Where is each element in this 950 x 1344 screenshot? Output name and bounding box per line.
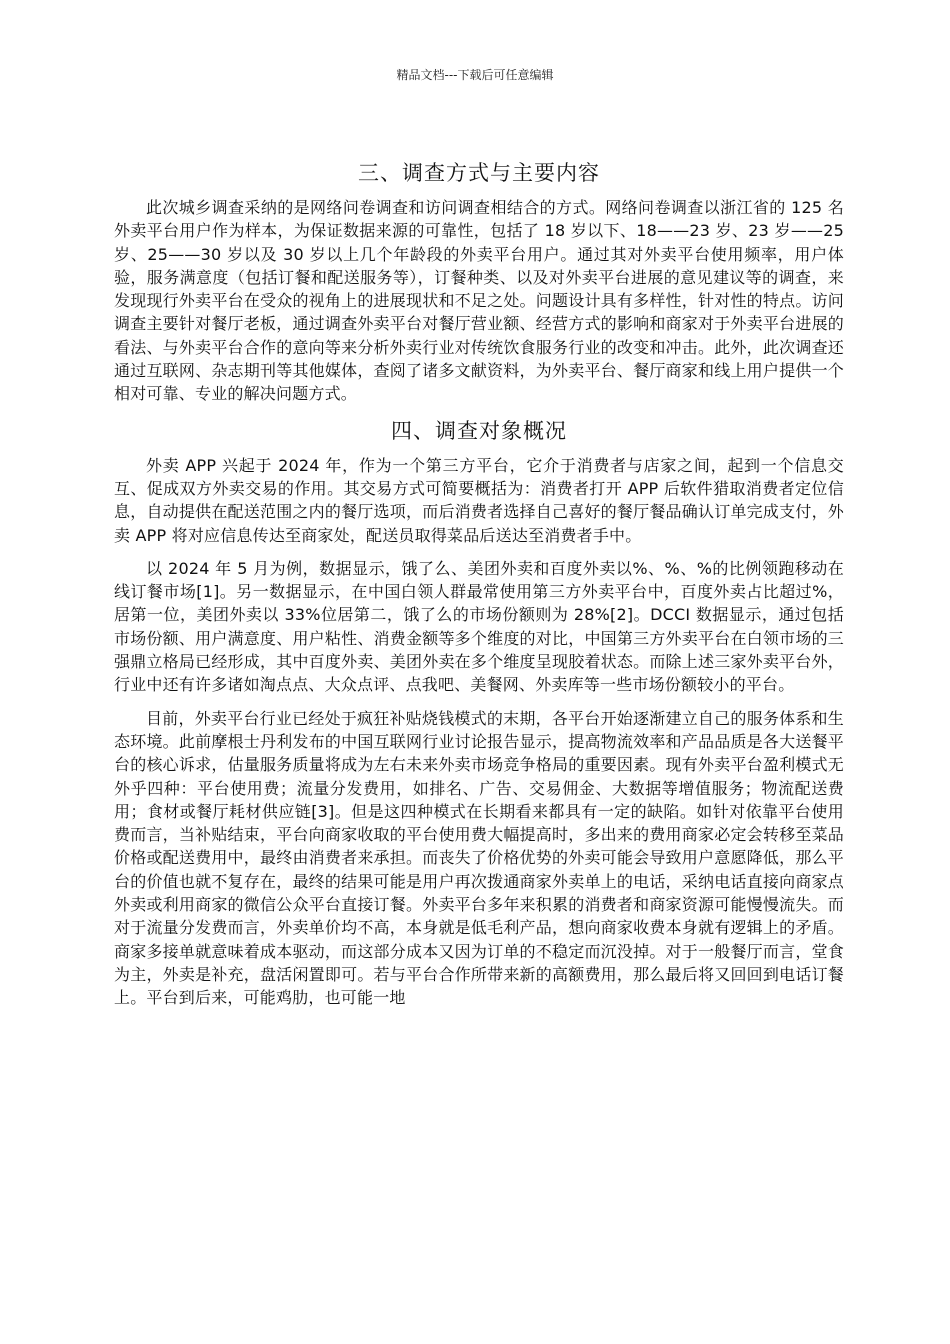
section-title-survey-method: 三、调查方式与主要内容 <box>358 161 600 185</box>
paragraph-market-share: 以 2024 年 5 月为例，数据显示，饿了么、美团外卖和百度外卖以%、%、%的比例领跑移动在线订餐市场[1]。另一数据显示，在中国白领人群最常使用第三方外卖平台中，百度外卖占比超过%，居第一位，美团外卖以 33%位居第二，饿了么的市场份额则为 28%[2]。DCCI 数据显示，通过包括市场份额、用户满意度、用户粘性、消费金额等多个维度的对比，中国第三方外卖平台在白领市场的三强鼎立格局已经形成，其中百度外卖、美团外卖在多个维度呈现胶着状态。而除上述三家外卖平台外，行业中还有许多诸如淘点点、大众点评、点我吧、美餐网、外卖库等一些市场份额较小的平台。 <box>114 558 844 695</box>
section-title-survey-subject: 四、调查对象概况 <box>391 418 567 443</box>
paragraph-survey-method: 此次城乡调查采纳的是网络问卷调查和访问调查相结合的方式。网络问卷调查以浙江省的 125 名外卖平台用户作为样本，为保证数据来源的可靠性，包括了 18 岁以下、18——23 岁、23 岁——25 岁、25——30 岁以及 30 岁以上几个年龄段的外卖平台用户。通过其对外卖平台使用频率，用户体验，服务满意度（包括订餐和配送服务等），订餐种类、以及对外卖平台进展的意见建议等的调查，来发现现行外卖平台在受众的视角上的进展现状和不足之处。问题设计具有多样性，针对性的特点。访问调查主要针对餐厅老板，通过调查外卖平台对餐厅营业额、经营方式的影响和商家对于外卖平台进展的看法、与外卖平台合作的意向等来分析外卖行业对传统饮食服务行业的改变和冲击。此外，此次调查还通过互联网、杂志期刊等其他媒体，查阅了诸多文献资料，为外卖平台、餐厅商家和线上用户提供一个相对可靠、专业的解决问题方式。 <box>114 198 844 404</box>
page-header: 精品文档---下载后可任意编辑 <box>396 68 554 82</box>
paragraph-profit-model: 目前，外卖平台行业已经处于疯狂补贴烧钱模式的末期，各平台开始逐渐建立自己的服务体系和生态环境。此前摩根士丹利发布的中国互联网行业讨论报告显示，提高物流效率和产品品质是各大送餐平台的核心诉求，估量服务质量将成为左右未来外卖市场竞争格局的重要因素。现有外卖平台盈利模式无外乎四种：平台使用费；流量分发费用，如排名、广告、交易佣金、大数据等增值服务；物流配送费用；食材或餐厅耗材供应链[3]。但是这四种模式在长期看来都具有一定的缺陷。如针对依靠平台使用费而言，当补贴结束，平台向商家收取的平台使用费大幅提高时，多出来的费用商家必定会转移至菜品价格或配送费用中，最终由消费者来承担。而丧失了价格优势的外卖可能会导致用户意愿降低，那么平台的价值也就不复存在，最终的结果可能是用户再次拨通商家外卖单上的电话，采纳电话直接向商家点外卖或利用商家的微信公众平台直接订餐。外卖平台多年来积累的消费者和商家资源可能慢慢流失。而对于流量分发费而言，外卖单价均不高，本身就是低毛利产品，想向商家收费本身就有逻辑上的矛盾。商家多接单就意味着成本驱动，而这部分成本又因为订单的不稳定而沉没掉。对于一般餐厅而言，堂食为主，外卖是补充，盘活闲置即可。若与平台合作所带来新的高额费用，那么最后将又回回到电话订餐上。平台到后来，可能鸡肋，也可能一地 <box>114 708 844 1008</box>
document-body <box>114 158 844 1020</box>
paragraph-takeout-app-intro: 外卖 APP 兴起于 2024 年，作为一个第三方平台，它介于消费者与店家之间，起到一个信息交互、促成双方外卖交易的作用。其交易方式可简要概括为：消费者打开 APP 后软件猎取消费者定位信息，自动提供在配送范围之内的餐厅选项，而后消费者选择自己喜好的餐厅餐品确认订单完成支付，外卖 APP 将对应信息传达至商家处，配送员取得菜品后送达至消费者手中。 <box>114 455 844 545</box>
